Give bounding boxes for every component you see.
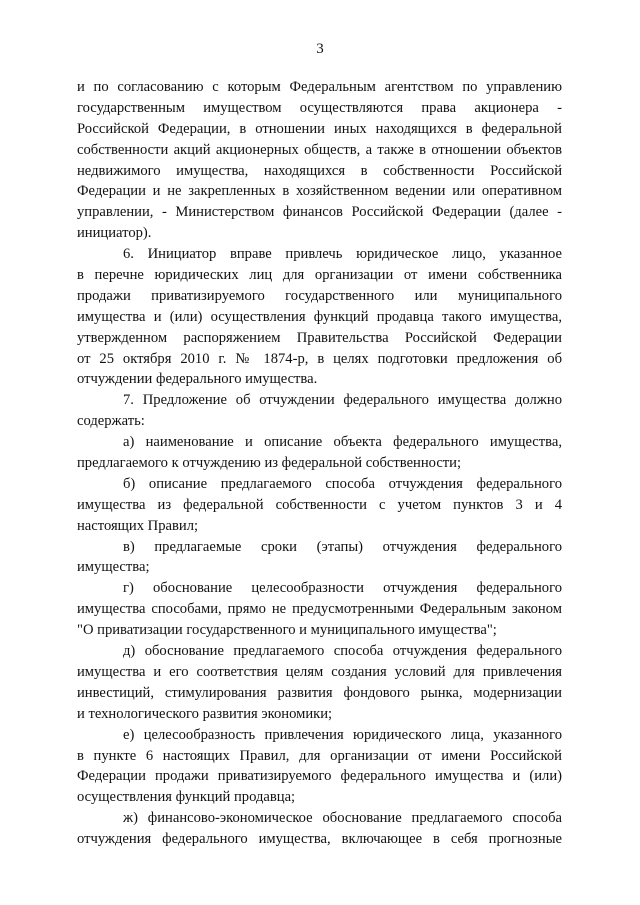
text-line: инициатор). <box>77 225 152 242</box>
text-line: в пункте 6 настоящих Правил, для организации от имени Российской <box>77 747 562 764</box>
text-line: государственным имуществом осуществляются права акционера - <box>77 99 562 116</box>
text-line: утвержденном распоряжением Правительства Российской Федерации <box>77 329 562 346</box>
text-line: в перечне юридических лиц для организации от имени собственника <box>77 267 562 284</box>
text-line: Федерации и не закрепленных в хозяйственном ведении или оперативном <box>77 183 562 200</box>
text-line: предлагаемого к отчуждению из федеральной собственности; <box>77 455 462 472</box>
text-line: и технологического развития экономики; <box>77 705 333 722</box>
text-line: ж) финансово-экономическое обоснование предлагаемого способа <box>123 810 562 827</box>
text-line: недвижимого имущества, находящихся в собственности Российской <box>77 162 562 179</box>
text-line: отчуждения федерального имущества, включающее в себя прогнозные <box>77 831 562 848</box>
text-line: и по согласованию с которым Федеральным агентством по управлению <box>77 79 562 95</box>
text-line: 6. Инициатор вправе привлечь юридическое лицо, указанное <box>123 246 562 263</box>
text-line: в) предлагаемые сроки (этапы) отчуждения федерального <box>123 538 562 555</box>
text-line: б) описание предлагаемого способа отчуждения федерального <box>123 475 562 492</box>
text-line: собственности акций акционерных обществ, а также в отношении объектов <box>77 141 562 158</box>
text-line: отчуждении федерального имущества. <box>77 371 318 388</box>
text-line: настоящих Правил; <box>77 517 199 534</box>
text-line: имущества; <box>77 559 150 576</box>
text-line: осуществления функций продавца; <box>77 789 296 806</box>
text-line: Российской Федерации, в отношении иных находящихся в федеральной <box>77 120 562 137</box>
text-line: имущества и (или) осуществления функций продавца такого имущества, <box>77 308 562 325</box>
page-number: 3 <box>316 41 324 57</box>
text-line: продажи приватизируемого государственного или муниципального <box>77 287 562 304</box>
text-line: имущества из федеральной собственности с учетом пунктов 3 и 4 <box>77 496 562 513</box>
text-line: имущества и его соответствия целям создания условий для привлечения <box>77 663 562 680</box>
text-line: е) целесообразность привлечения юридического лица, указанного <box>123 726 562 743</box>
text-line: от 25 октября 2010 г. № 1874-р, в целях подготовки предложения об <box>77 350 562 367</box>
text-line: "О приватизации государственного и муниципального имущества"; <box>77 622 497 639</box>
text-line: имущества способами, прямо не предусмотренными Федеральным законом <box>77 601 562 618</box>
text-line: д) обоснование предлагаемого способа отчуждения федерального <box>123 643 562 660</box>
document-body <box>77 77 562 850</box>
text-line: Федерации продажи приватизируемого федерального имущества и (или) <box>77 768 562 785</box>
text-line: 7. Предложение об отчуждении федерального имущества должно <box>123 392 562 409</box>
text-line: инвестиций, стимулирования развития фондового рынка, модернизации <box>77 684 562 701</box>
text-line: содержать: <box>77 413 145 430</box>
text-line: а) наименование и описание объекта федерального имущества, <box>123 434 562 451</box>
text-line: управлении, - Министерством финансов Российской Федерации (далее - <box>77 204 562 221</box>
text-line: г) обоснование целесообразности отчуждения федерального <box>123 580 562 597</box>
